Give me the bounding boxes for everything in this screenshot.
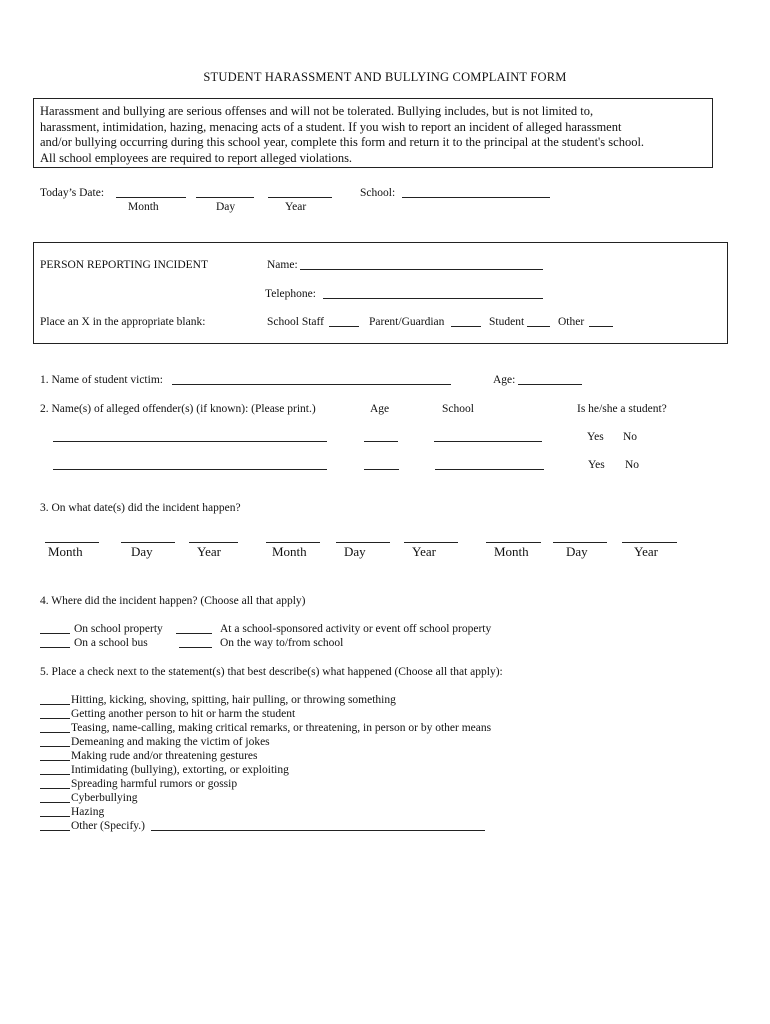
- offender-1-age[interactable]: [364, 430, 398, 442]
- school-label: School:: [360, 187, 396, 199]
- opt-staff-blank[interactable]: [329, 315, 359, 327]
- loc-way-label: On the way to/from school: [220, 637, 344, 649]
- intro-line: Harassment and bullying are serious offenses and will not be tolerated. Bullying includes, but is not limited to,: [40, 104, 594, 118]
- behavior-item: Demeaning and making the victim of jokes: [71, 736, 270, 748]
- behavior-blank[interactable]: [40, 805, 70, 817]
- reporter-heading: PERSON REPORTING INCIDENT: [40, 259, 208, 271]
- date-month-caption: Month: [128, 201, 159, 213]
- offender-2-school[interactable]: [435, 458, 544, 470]
- loc-bus-blank[interactable]: [40, 636, 70, 648]
- behavior-blank[interactable]: [40, 735, 70, 747]
- q2-col-school: School: [442, 403, 474, 415]
- offender-2-name[interactable]: [53, 458, 327, 470]
- q4-label: 4. Where did the incident happen? (Choose all that apply): [40, 595, 306, 607]
- opt-other-label: Other: [558, 316, 585, 328]
- date1-day-caption: Day: [131, 544, 153, 559]
- date2-year-blank[interactable]: [404, 531, 458, 543]
- opt-parent-label: Parent/Guardian: [369, 316, 445, 328]
- date2-month-caption: Month: [272, 544, 307, 559]
- loc-sponsored-blank[interactable]: [176, 622, 212, 634]
- date3-month-blank[interactable]: [486, 531, 541, 543]
- victim-age-field[interactable]: [518, 373, 582, 385]
- offender-1-name[interactable]: [53, 430, 327, 442]
- loc-sponsored-label: At a school-sponsored activity or event off school property: [220, 623, 492, 635]
- q1-label: 1. Name of student victim:: [40, 374, 163, 386]
- date1-month-blank[interactable]: [45, 531, 99, 543]
- date-year-blank[interactable]: [268, 186, 332, 198]
- loc-bus-label: On a school bus: [74, 637, 148, 649]
- date-day-caption: Day: [216, 201, 236, 213]
- date3-year-blank[interactable]: [622, 531, 677, 543]
- date1-year-blank[interactable]: [189, 531, 238, 543]
- q5-label: 5. Place a check next to the statement(s) that best describe(s) what happened (Choose all that apply):: [40, 666, 503, 678]
- behavior-item: Making rude and/or threatening gestures: [71, 750, 258, 762]
- offender-1-no[interactable]: No: [623, 431, 638, 443]
- offender-2-age[interactable]: [364, 458, 399, 470]
- opt-staff-label: School Staff: [267, 316, 324, 328]
- date-month-blank[interactable]: [116, 186, 186, 198]
- behavior-item: Teasing, name-calling, making critical remarks, or threatening, in person or by other means: [71, 722, 492, 734]
- offender-2-no[interactable]: No: [625, 459, 640, 471]
- intro-line: harassment, intimidation, hazing, menacing acts of a student. If you wish to report an incident of alleged harassment: [40, 119, 622, 134]
- opt-other-blank[interactable]: [589, 315, 613, 327]
- loc-way-blank[interactable]: [179, 636, 212, 648]
- offender-1-school[interactable]: [434, 430, 542, 442]
- date3-day-blank[interactable]: [553, 531, 607, 543]
- intro-box: [33, 98, 713, 168]
- date3-year-caption: Year: [634, 544, 658, 559]
- date2-month-blank[interactable]: [266, 531, 320, 543]
- behavior-blank[interactable]: [40, 749, 70, 761]
- offender-1-yes[interactable]: Yes: [587, 431, 604, 443]
- behavior-item: Hazing: [71, 806, 105, 818]
- date2-day-blank[interactable]: [336, 531, 390, 543]
- opt-parent-blank[interactable]: [451, 315, 481, 327]
- loc-on-property-label: On school property: [74, 623, 163, 635]
- date3-day-caption: Day: [566, 544, 588, 559]
- date1-day-blank[interactable]: [121, 531, 175, 543]
- date2-day-caption: Day: [344, 544, 366, 559]
- behavior-blank[interactable]: [40, 819, 70, 831]
- behavior-blank[interactable]: [40, 777, 70, 789]
- intro-line: All school employees are required to report alleged violations.: [40, 150, 353, 165]
- offender-2-yes[interactable]: Yes: [588, 459, 605, 471]
- opt-student-blank[interactable]: [527, 315, 550, 327]
- date2-year-caption: Year: [412, 544, 436, 559]
- behavior-other-field[interactable]: [151, 819, 485, 831]
- reporter-name-field[interactable]: [300, 258, 543, 270]
- date-year-caption: Year: [285, 201, 307, 213]
- date3-month-caption: Month: [494, 544, 529, 559]
- victim-name-field[interactable]: [172, 373, 451, 385]
- behavior-blank[interactable]: [40, 707, 70, 719]
- date1-month-caption: Month: [48, 544, 83, 559]
- q2-col-student: Is he/she a student?: [577, 403, 667, 415]
- opt-student-label: Student: [489, 316, 525, 328]
- reporter-instruction: Place an X in the appropriate blank:: [40, 316, 206, 328]
- q2-col-age: Age: [370, 403, 390, 415]
- behavior-blank[interactable]: [40, 791, 70, 803]
- todays-date-label: Today’s Date:: [40, 187, 105, 199]
- q3-label: 3. On what date(s) did the incident happen?: [40, 502, 241, 514]
- behavior-item: Intimidating (bullying), extorting, or exploiting: [71, 764, 289, 776]
- date1-year-caption: Year: [197, 544, 221, 559]
- behavior-item: Hitting, kicking, shoving, spitting, hair pulling, or throwing something: [71, 694, 396, 706]
- behavior-item: Getting another person to hit or harm the student: [71, 708, 296, 720]
- reporter-name-label: Name:: [267, 259, 298, 271]
- intro-line: and/or bullying occurring during this school year, complete this form and return it to the principal at the student's school.: [40, 135, 645, 150]
- behavior-item: Other (Specify.): [71, 820, 145, 832]
- behavior-item: Spreading harmful rumors or gossip: [71, 778, 238, 790]
- date-day-blank[interactable]: [196, 186, 254, 198]
- behavior-blank[interactable]: [40, 693, 70, 705]
- reporter-telephone-label: Telephone:: [265, 288, 316, 300]
- behavior-blank[interactable]: [40, 763, 70, 775]
- q2-label: 2. Name(s) of alleged offender(s) (if known): (Please print.): [40, 403, 316, 415]
- reporter-telephone-field[interactable]: [323, 287, 543, 299]
- behavior-item: Cyberbullying: [71, 792, 138, 804]
- school-blank[interactable]: [402, 186, 550, 198]
- loc-on-property-blank[interactable]: [40, 622, 70, 634]
- behavior-blank[interactable]: [40, 721, 70, 733]
- victim-age-label: Age:: [493, 374, 516, 386]
- form-title: STUDENT HARASSMENT AND BULLYING COMPLAINT FORM: [203, 70, 567, 84]
